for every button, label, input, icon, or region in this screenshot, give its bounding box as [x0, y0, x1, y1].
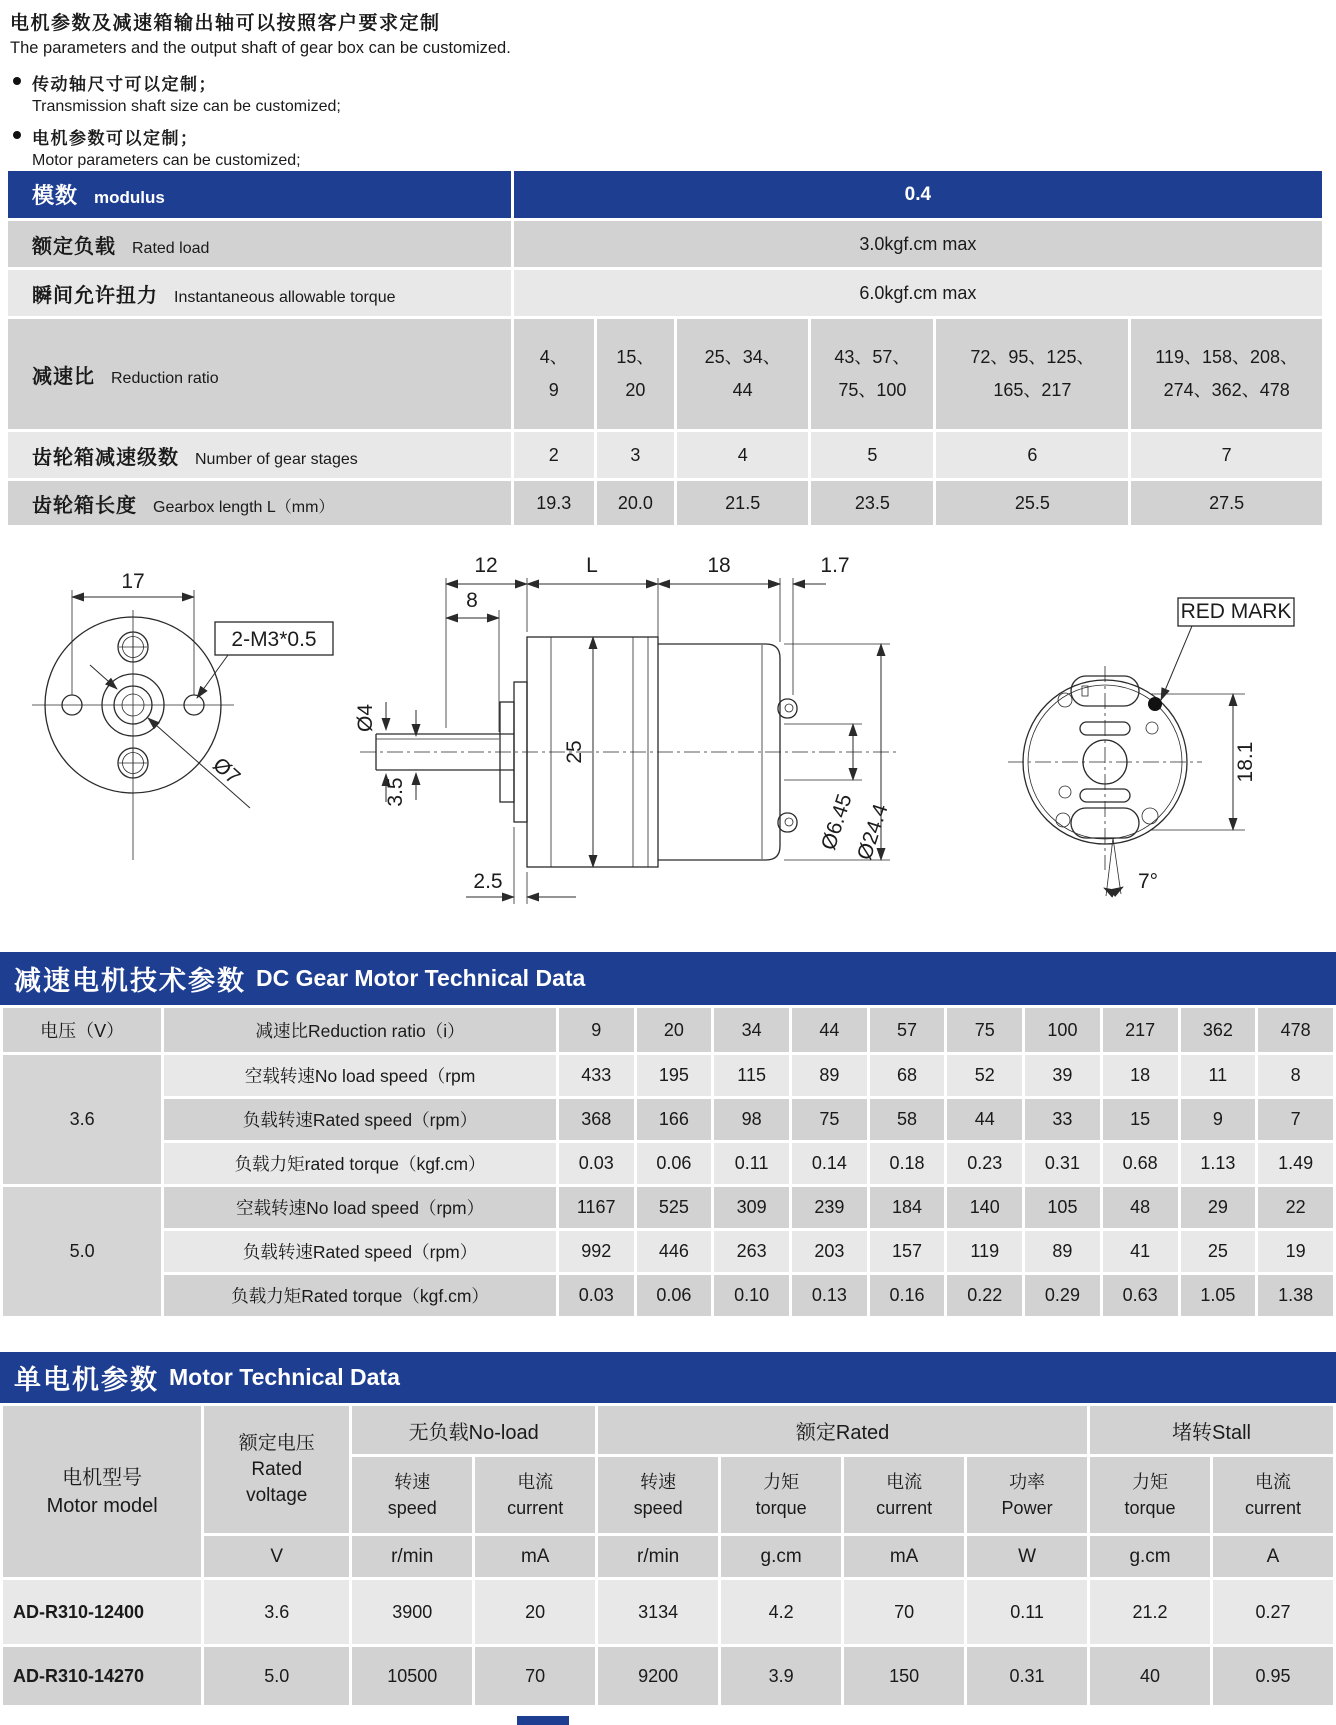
cell: [810, 318, 935, 431]
dim-label: L: [586, 554, 598, 577]
list-item: [10, 124, 511, 170]
cell: 0.68: [1101, 1142, 1179, 1186]
cell: 5: [810, 431, 935, 480]
unit-cell: mA: [843, 1535, 966, 1579]
label-en: speed: [387, 1498, 437, 1518]
cell: 52: [946, 1054, 1024, 1098]
label-cn: 齿轮箱减速级数: [32, 446, 179, 469]
label-cn: 瞬间允许扭力: [32, 284, 158, 307]
cell: 39: [1024, 1054, 1102, 1098]
table-row: [2, 1007, 1335, 1054]
col-header: [720, 1456, 843, 1535]
cell: 0.27: [1212, 1579, 1335, 1646]
cell: 18: [1101, 1054, 1179, 1098]
cell: 1.49: [1257, 1142, 1335, 1186]
unit-cell: g.cm: [1089, 1535, 1212, 1579]
voltage-header: 电压（V）: [2, 1007, 163, 1054]
intro-section: [10, 8, 511, 170]
unit-cell: g.cm: [720, 1535, 843, 1579]
col-header: [351, 1456, 474, 1535]
cell: 48: [1101, 1186, 1179, 1230]
cell: 68: [868, 1054, 946, 1098]
cell: 3.6: [203, 1579, 351, 1646]
feature-cn: 传动轴尺寸可以定制；: [32, 75, 217, 94]
cell: 3: [595, 431, 675, 480]
label-en: torque: [755, 1498, 807, 1518]
cell: 446: [635, 1230, 713, 1274]
row-label: [7, 318, 513, 431]
unit-cell: r/min: [597, 1535, 720, 1579]
gear-motor-table: [0, 1005, 1336, 1319]
cell: 3.9: [720, 1646, 843, 1707]
unit-cell: A: [1212, 1535, 1335, 1579]
label-en: Instantaneous allowable torque: [174, 288, 396, 306]
cell: 1.05: [1179, 1274, 1257, 1318]
dim-label: 25: [563, 740, 586, 764]
cell: 0.14: [790, 1142, 868, 1186]
cell: 6.0kgf.cm max: [512, 269, 1323, 318]
dim-label: Ø7: [208, 753, 245, 790]
table-row: [7, 431, 1324, 480]
model-header: [2, 1405, 203, 1579]
table-row: [7, 269, 1324, 318]
ratio-line: 43、57、: [834, 347, 911, 367]
cell: 7: [1257, 1098, 1335, 1142]
cell: 1167: [557, 1186, 635, 1230]
dim-label: Ø4: [354, 703, 377, 733]
cell: 1.13: [1179, 1142, 1257, 1186]
cell: 195: [635, 1054, 713, 1098]
group-header: 额定Rated: [597, 1405, 1089, 1456]
label-cn: 力矩: [763, 1472, 800, 1492]
label-cn: 模数: [32, 183, 79, 208]
cell: 9200: [597, 1646, 720, 1707]
cell: 21.2: [1089, 1579, 1212, 1646]
bullet-icon: [13, 131, 21, 139]
label-cn: 额定负载: [32, 235, 116, 258]
voltage-cell: 5.0: [2, 1186, 163, 1318]
label-cn: 转速: [394, 1472, 431, 1492]
feature-cn: 电机参数可以定制；: [32, 129, 199, 148]
label-cn: 齿轮箱长度: [32, 494, 137, 517]
ratio-line: 165、217: [993, 380, 1072, 400]
label-cn: 电机型号: [62, 1466, 143, 1489]
cell: 0.06: [635, 1274, 713, 1318]
front-view-drawing: [0, 570, 340, 882]
label-en: Rated load: [132, 239, 210, 257]
cell: 3900: [351, 1579, 474, 1646]
cell: 40: [1089, 1646, 1212, 1707]
label-en: Motor model: [46, 1494, 158, 1517]
feature-list: [10, 70, 511, 170]
cell: 478: [1257, 1007, 1335, 1054]
cell: [512, 318, 595, 431]
table-row: [2, 1230, 1335, 1274]
label-en: torque: [1124, 1498, 1176, 1518]
cell: 203: [790, 1230, 868, 1274]
label-en: Gearbox length L（mm）: [153, 498, 335, 516]
cell: 15: [1101, 1098, 1179, 1142]
label-en: Number of gear stages: [195, 450, 358, 468]
cell: 89: [1024, 1230, 1102, 1274]
cell: 27.5: [1130, 480, 1324, 527]
cell: 9: [557, 1007, 635, 1054]
cell: 21.5: [676, 480, 810, 527]
ratio-line: 9: [548, 380, 559, 400]
cell: 4.2: [720, 1579, 843, 1646]
cell: 0.95: [1212, 1646, 1335, 1707]
cell: 0.16: [868, 1274, 946, 1318]
label-cn: 电流: [1255, 1472, 1291, 1492]
feature-en: Motor parameters can be customized;: [32, 152, 301, 169]
cell: 3.0kgf.cm max: [512, 220, 1323, 269]
banner-title-cn: 减速电机技术参数: [14, 966, 246, 996]
cell: 184: [868, 1186, 946, 1230]
cell: 57: [868, 1007, 946, 1054]
row-label: [7, 480, 513, 527]
cell: 0.03: [557, 1142, 635, 1186]
cell: 992: [557, 1230, 635, 1274]
ratio-line: 119、158、208、: [1155, 347, 1299, 367]
cell: 119: [946, 1230, 1024, 1274]
thread-label: 2-M3*0.5: [231, 628, 317, 651]
cell: 0.10: [713, 1274, 791, 1318]
cell: 70: [843, 1579, 966, 1646]
cell: 105: [1024, 1186, 1102, 1230]
table-row: [2, 1405, 1335, 1456]
dim-label: Ø24.4: [853, 801, 893, 863]
cell: 19.3: [512, 480, 595, 527]
voltage-header: [203, 1405, 351, 1535]
unit-cell: r/min: [351, 1535, 474, 1579]
dim-label: 18.1: [1234, 741, 1257, 783]
dim-label: 17: [121, 570, 145, 593]
motor-table: [0, 1403, 1336, 1708]
dim-label: 2.5: [473, 870, 503, 893]
cell: 98: [713, 1098, 791, 1142]
intro-title-en: The parameters and the output shaft of gear box can be customized.: [10, 39, 511, 57]
cell: 25.5: [935, 480, 1130, 527]
model-cell: AD-R310-12400: [2, 1579, 203, 1646]
cell: 23.5: [810, 480, 935, 527]
unit-cell: V: [203, 1535, 351, 1579]
cell: 239: [790, 1186, 868, 1230]
model-cell: AD-R310-14270: [2, 1646, 203, 1707]
cell: 3134: [597, 1579, 720, 1646]
table-row: [2, 1579, 1335, 1646]
ratio-line: 20: [625, 380, 646, 400]
cell: 433: [557, 1054, 635, 1098]
gearbox-spec-table: [5, 168, 1325, 528]
group-header: 无负载No-load: [351, 1405, 597, 1456]
motor-data-banner: [0, 1352, 1336, 1403]
cell: 41: [1101, 1230, 1179, 1274]
cell: 33: [1024, 1098, 1102, 1142]
col-header: [1212, 1456, 1335, 1535]
cell: [676, 318, 810, 431]
row-label: 空载转速No load speed（rpm: [163, 1054, 558, 1098]
cell: 0.11: [713, 1142, 791, 1186]
label-en: current: [507, 1498, 564, 1518]
table-row: [2, 1186, 1335, 1230]
banner-title-cn: 单电机参数: [14, 1365, 159, 1395]
rear-view-drawing: [980, 570, 1330, 920]
row-label: 负载转速Rated speed（rpm）: [163, 1230, 558, 1274]
label-cn: 力矩: [1132, 1472, 1169, 1492]
cell: 115: [713, 1054, 791, 1098]
cell: [595, 318, 675, 431]
gear-data-banner: [0, 952, 1336, 1005]
cell: 25: [1179, 1230, 1257, 1274]
cell: 58: [868, 1098, 946, 1142]
label-en: Power: [1001, 1498, 1053, 1518]
label-en: voltage: [246, 1484, 308, 1506]
list-item: [10, 70, 511, 116]
cell: 0.11: [966, 1579, 1089, 1646]
angle-label: 7°: [1138, 870, 1159, 893]
cell: 75: [790, 1098, 868, 1142]
table-row: [7, 480, 1324, 527]
cell: 9: [1179, 1098, 1257, 1142]
cell: 29: [1179, 1186, 1257, 1230]
cell: 0.31: [1024, 1142, 1102, 1186]
cell: 20: [474, 1579, 597, 1646]
table-row: [2, 1098, 1335, 1142]
group-header: 堵转Stall: [1089, 1405, 1335, 1456]
label-en: Rated: [251, 1458, 303, 1480]
label-cn: 减速比: [32, 365, 95, 388]
cell: 0.18: [868, 1142, 946, 1186]
dim-label: Ø6.45: [817, 791, 857, 853]
row-label: 负载转速Rated speed（rpm）: [163, 1098, 558, 1142]
label-en: speed: [633, 1498, 683, 1518]
table-row: [2, 1646, 1335, 1707]
label-en: modulus: [94, 188, 165, 207]
cell: 4: [676, 431, 810, 480]
cell: 309: [713, 1186, 791, 1230]
label-cn: 额定电压: [238, 1432, 315, 1454]
cell: 525: [635, 1186, 713, 1230]
cell: 89: [790, 1054, 868, 1098]
red-mark-label: RED MARK: [1180, 600, 1292, 623]
cell: 5.0: [203, 1646, 351, 1707]
label-en: Reduction ratio: [111, 369, 219, 387]
col-header: [1089, 1456, 1212, 1535]
next-section-cut-banner: [517, 1716, 569, 1725]
cell: 75: [946, 1007, 1024, 1054]
row-label: [7, 170, 513, 220]
cell: 0.03: [557, 1274, 635, 1318]
cell: 44: [790, 1007, 868, 1054]
cell: 22: [1257, 1186, 1335, 1230]
cell: 217: [1101, 1007, 1179, 1054]
cell: 0.63: [1101, 1274, 1179, 1318]
cell: 166: [635, 1098, 713, 1142]
cell: 368: [557, 1098, 635, 1142]
cell: 34: [713, 1007, 791, 1054]
cell: 0.23: [946, 1142, 1024, 1186]
cell: 20.0: [595, 480, 675, 527]
unit-cell: mA: [474, 1535, 597, 1579]
table-row: [2, 1274, 1335, 1318]
banner-title-en: DC Gear Motor Technical Data: [256, 965, 586, 991]
table-row: [2, 1142, 1335, 1186]
table-row: [7, 220, 1324, 269]
row-label: [7, 431, 513, 480]
cell: 0.06: [635, 1142, 713, 1186]
feature-en: Transmission shaft size can be customized;: [32, 98, 341, 115]
cell: [1130, 318, 1324, 431]
ratio-line: 44: [732, 380, 753, 400]
ratio-header: 减速比Reduction ratio（i）: [163, 1007, 558, 1054]
cell: 100: [1024, 1007, 1102, 1054]
cell: 2: [512, 431, 595, 480]
intro-title-cn: 电机参数及减速箱输出轴可以按照客户要求定制: [10, 13, 441, 34]
label-cn: 功率: [1009, 1472, 1046, 1492]
cell: 0.4: [512, 170, 1323, 220]
dim-label: 8: [466, 589, 478, 612]
voltage-cell: 3.6: [2, 1054, 163, 1186]
table-row: [7, 318, 1324, 431]
cell: 0.29: [1024, 1274, 1102, 1318]
bullet-icon: [13, 77, 21, 85]
row-label: 空载转速No load speed（rpm）: [163, 1186, 558, 1230]
dim-label: 18: [707, 554, 731, 577]
cell: 6: [935, 431, 1130, 480]
label-cn: 电流: [886, 1472, 923, 1492]
cell: 362: [1179, 1007, 1257, 1054]
cell: 157: [868, 1230, 946, 1274]
ratio-line: 4、: [539, 347, 568, 367]
cell: 7: [1130, 431, 1324, 480]
cell: 1.38: [1257, 1274, 1335, 1318]
cell: 70: [474, 1646, 597, 1707]
cell: 11: [1179, 1054, 1257, 1098]
col-header: [597, 1456, 720, 1535]
col-header: [966, 1456, 1089, 1535]
label-en: current: [876, 1498, 933, 1518]
cell: 44: [946, 1098, 1024, 1142]
ratio-line: 72、95、125、: [970, 347, 1095, 367]
label-cn: 转速: [640, 1472, 677, 1492]
cell: 0.31: [966, 1646, 1089, 1707]
side-view-drawing: [348, 552, 908, 947]
cell: 263: [713, 1230, 791, 1274]
dim-label: 3.5: [384, 777, 407, 807]
row-label: [7, 269, 513, 318]
row-label: 负载力矩rated torque（kgf.cm）: [163, 1142, 558, 1186]
ratio-line: 274、362、478: [1163, 380, 1290, 400]
cell: [935, 318, 1130, 431]
label-cn: 电流: [517, 1472, 554, 1492]
row-label: 负载力矩Rated torque（kgf.cm）: [163, 1274, 558, 1318]
dim-label: 12: [474, 554, 498, 577]
label-en: current: [1244, 1498, 1302, 1518]
table-row: [7, 170, 1324, 220]
cell: 19: [1257, 1230, 1335, 1274]
banner-title-en: Motor Technical Data: [169, 1364, 400, 1390]
cell: 140: [946, 1186, 1024, 1230]
col-header: [843, 1456, 966, 1535]
col-header: [474, 1456, 597, 1535]
cell: 10500: [351, 1646, 474, 1707]
unit-cell: W: [966, 1535, 1089, 1579]
cell: 20: [635, 1007, 713, 1054]
dim-label: 1.7: [820, 554, 850, 577]
cell: 8: [1257, 1054, 1335, 1098]
cell: 150: [843, 1646, 966, 1707]
ratio-line: 15、: [616, 347, 655, 367]
table-row: [2, 1054, 1335, 1098]
cell: 0.22: [946, 1274, 1024, 1318]
ratio-line: 75、100: [838, 380, 907, 400]
row-label: [7, 220, 513, 269]
ratio-line: 25、34、: [704, 347, 781, 367]
cell: 0.13: [790, 1274, 868, 1318]
